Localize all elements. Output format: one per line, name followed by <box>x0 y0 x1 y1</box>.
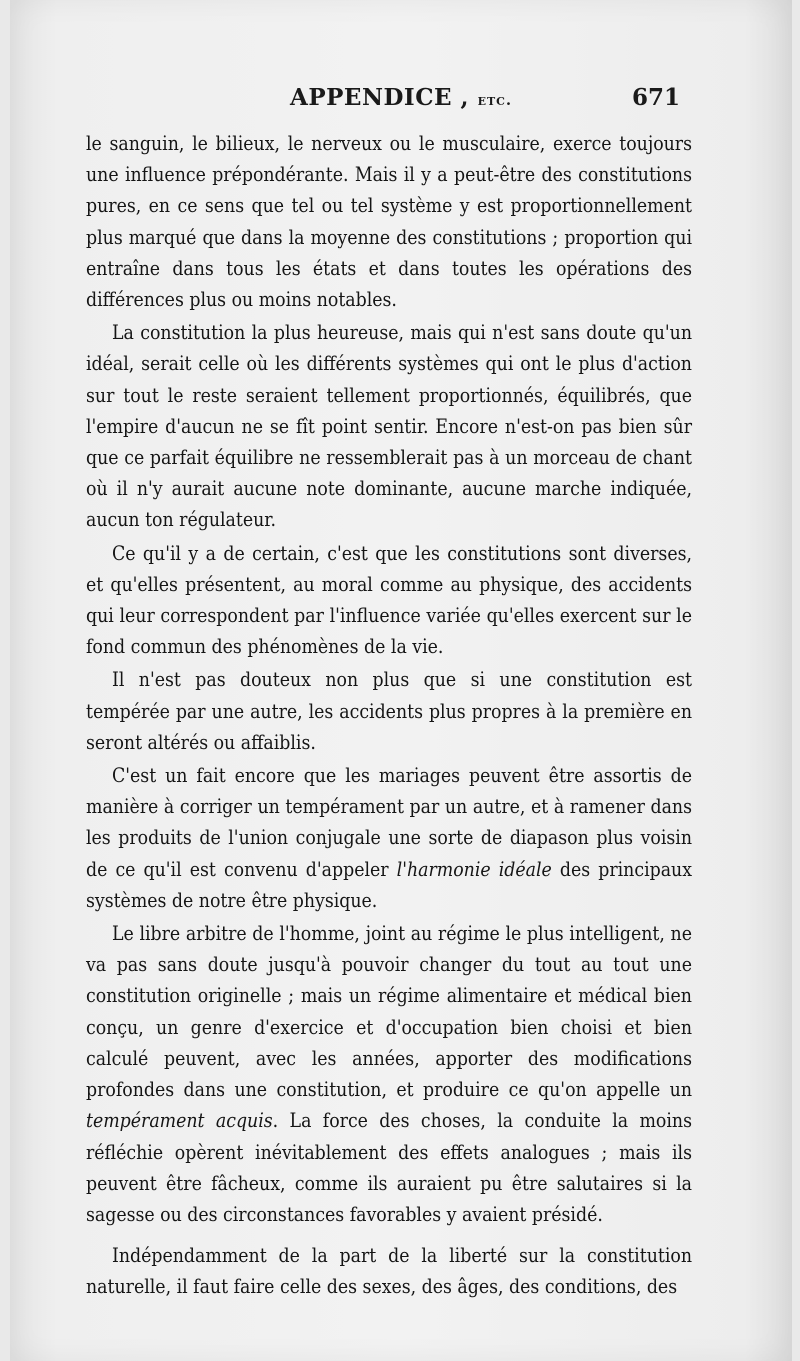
paragraph <box>86 538 692 663</box>
text-run: La constitution la plus heureuse, mais qui n'est sans doute qu'un idéal, serait celle où les différents systèmes qui ont le plus d'action sur tout le reste seraient tellement proportionnés, équilibrés, que l'empire d'aucun ne se fît point sentir. Encore n'est-on pas bien sûr que ce parfait équilibre ne ressemblerait pas à un morceau de chant où il n'y aurait aucune note dominante, aucune marche indiquée, aucun ton régulateur. <box>86 321 692 532</box>
page-number: 671 <box>631 84 680 111</box>
paragraph <box>86 1240 692 1302</box>
text-run: C'est un fait encore que les mariages peuvent être assortis de manière à corriger un tempérament par un autre, et à ramener dans les produits de l'union conjugale une sorte de diapason plus voisin de ce qu'il est convenu d'appeler <box>86 764 692 881</box>
paragraph <box>86 664 692 758</box>
running-header <box>290 80 680 116</box>
text-run: Le libre arbitre de l'homme, joint au régime le plus intelligent, ne va pas sans doute jusqu'à pouvoir changer du tout au tout une constitution originelle ; mais un régime alimentaire et médical bien conçu, un genre d'exercice et d'occupation bien choisi et bien calculé peuvent, avec les années, apporter des modifications profondes dans une constitution, et produire ce qu'on appelle un <box>86 922 692 1102</box>
italic-phrase: l'harmonie idéale <box>396 857 552 881</box>
text-run: Ce qu'il y a de certain, c'est que les constitutions sont diverses, et qu'elles présentent, au moral comme au physique, des accidents qui leur correspondent par l'influence variée qu'elles exercent sur le fond commun des phénomènes de la vie. <box>86 541 692 659</box>
header-etc: etc. <box>477 91 513 109</box>
text-run: le sanguin, le bilieux, le nerveux ou le musculaire, exerce toujours une influence prépondérante. Mais il y a peut-être des constitutions pures, en ce sens que tel ou tel système y est proportionnellement plus marqué que dans la moyenne des constitutions ; proportion qui entraîne dans tous les états et dans toutes les opérations des différences plus ou moins notables. <box>86 132 692 312</box>
paragraph <box>86 760 692 916</box>
text-run: des principaux systèmes de notre être physique. <box>86 857 693 912</box>
paragraph <box>86 128 692 315</box>
italic-phrase: tempérament acquis <box>86 1109 273 1133</box>
paragraph <box>86 918 692 1230</box>
text-run: . La force des choses, la conduite la moins réfléchie opèrent inévitablement des effets analogues ; mais ils peuvent être fâcheux, comme ils auraient pu être salutaires si la sagesse ou des circonstances favorables y avaient présidé. <box>86 1109 692 1226</box>
body-text <box>86 128 692 1303</box>
header-title: APPENDICE , etc. <box>290 84 513 111</box>
text-run: Indépendamment de la part de la liberté sur la constitution naturelle, il faut faire celle des sexes, des âges, des conditions, des <box>86 1244 692 1299</box>
book-page <box>10 0 792 1361</box>
text-run: Il n'est pas douteux non plus que si une constitution est tempérée par une autre, les accidents plus propres à la première en seront altérés ou affaiblis. <box>86 668 692 754</box>
paragraph <box>86 317 692 535</box>
